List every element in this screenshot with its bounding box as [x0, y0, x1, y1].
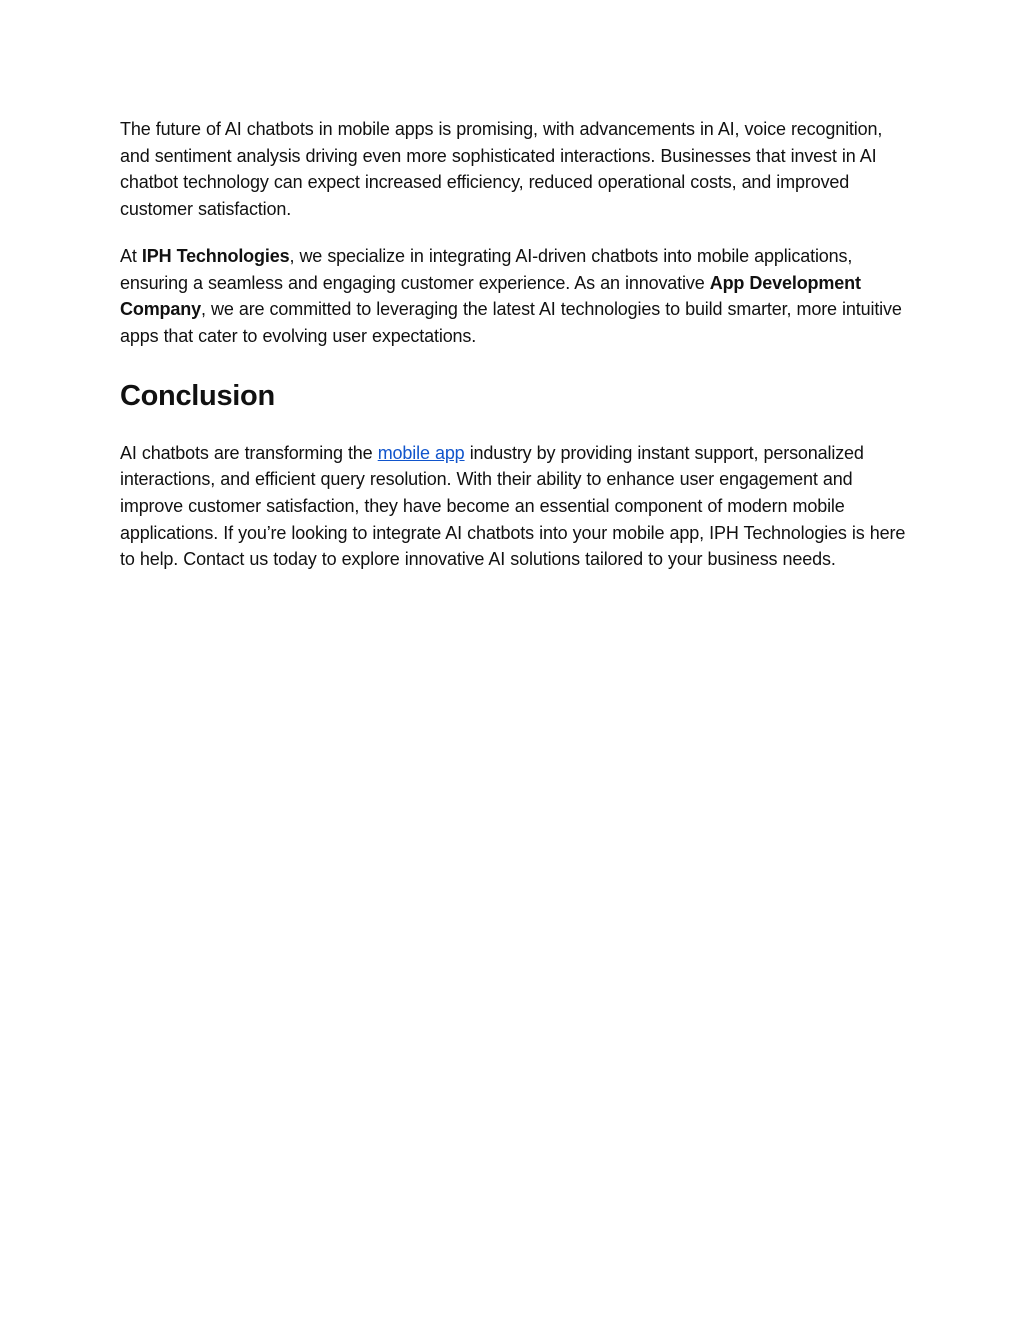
section-heading-conclusion: Conclusion [120, 379, 275, 412]
paragraph-text: , we are committed to leveraging the latest AI technologies to build smarter, more intuitive apps that cater to evolving user expectations. [120, 299, 902, 346]
paragraph-text: AI chatbots are transforming the [120, 442, 378, 463]
document-page [120, 116, 910, 593]
mobile-app-link[interactable]: mobile app [377, 442, 465, 463]
paragraph-text: industry by providing instant support, personalized interactions, and efficient query resolution. With their ability to enhance user engagement and improve customer satisfaction, they have become an essential component of modern mobile applications. If you’re looking to integrate AI chatbots into your mobile app, IPH Technologies is here to help. Contact us today to explore innovative AI solutions tailored to your business needs. [120, 442, 906, 570]
paragraph-text: The future of AI chatbots in mobile apps is promising, with advancements in AI, voice recognition, and sentiment analysis driving even more sophisticated interactions. Businesses that invest in AI chatbot technology can expect increased efficiency, reduced operational costs, and improved customer satisfaction. [120, 119, 883, 220]
paragraph-conclusion [120, 440, 910, 574]
paragraph-text: , we specialize in integrating AI-driven chatbots into mobile applications, ensuring a seamless and engaging customer experience. As an innovative [120, 245, 853, 293]
bold-company-name: IPH Technologies [141, 245, 290, 266]
bold-app-development-company: App Development Company [120, 272, 861, 320]
paragraph-text: At [120, 245, 142, 266]
paragraph-future-of-ai [120, 116, 910, 223]
paragraph-iph-technologies [120, 243, 910, 350]
